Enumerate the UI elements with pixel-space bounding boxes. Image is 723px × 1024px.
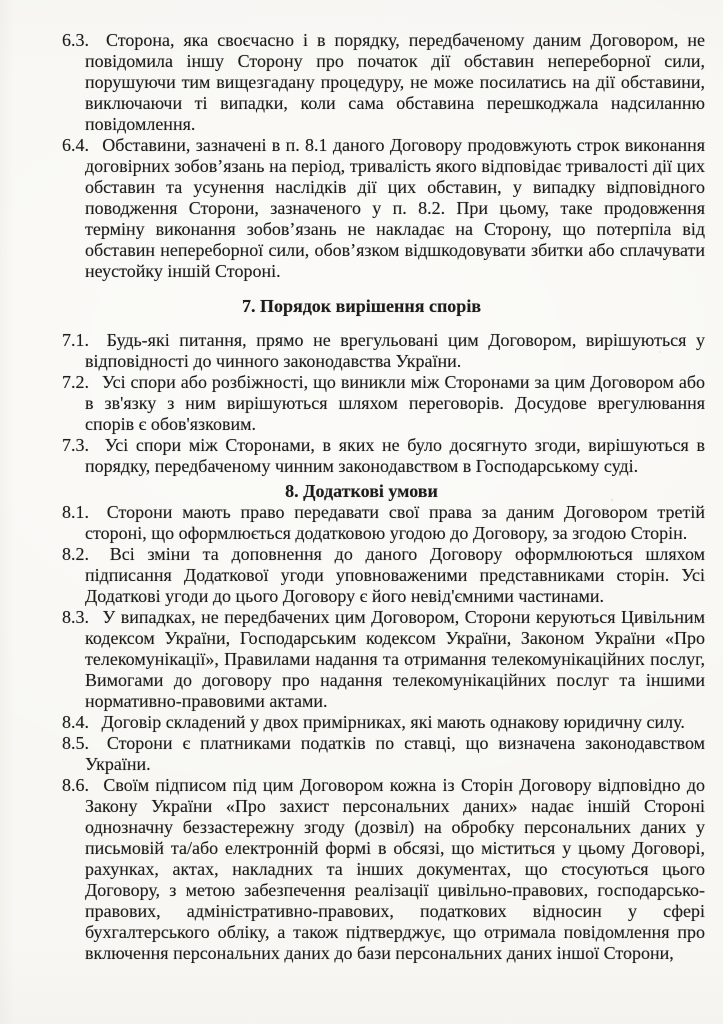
- clause-text: У випадках, не передбачених цим Договором, Сторони керуються Цивільним кодексом України, Господарським кодексом України, Законом України «Про телекомунікації», Правилами надання та отримання телекомунікаційних послуг, Вимогами до договору про надання телекомунікаційних послуг та іншими нормативно-правовими актами.: [85, 607, 706, 711]
- clause-7-2: [62, 372, 705, 435]
- section-8-heading: 8. Додаткові умови: [285, 481, 438, 501]
- clause-text: Сторони є платниками податків по ставці, що визначена законодавством України.: [85, 733, 706, 774]
- clause-text: Будь-які питання, прямо не врегульовані цим Договором, вирішуються у відповідності до чинного законодавства України.: [85, 330, 705, 371]
- clause-text: Своїм підписом під цим Договором кожна із Сторін Договору відповідно до Закону України «Про захист персональних даних» надає іншій Стороні однозначну беззастережну згоду (дозвіл) на обробку персональних даних у письмовій та/або електронній формі в обсязі, що міститься у цьому Договорі, рахунках, актах, накладних та інших документах, що стосуються цього Договору, з метою забезпечення реалізації цивільно-правових, господарсько-правових, адміністративно-правових, податкових відносин у сфері бухгалтерського обліку, а також підтверджує, що отримала повідомлення про включення персональних даних до бази персональних даних іншої Сторони,: [85, 775, 705, 963]
- clause-8-5: [62, 733, 705, 775]
- clause-6-4: [62, 135, 705, 282]
- clause-8-6: [62, 775, 705, 964]
- clause-number: 8.2.: [62, 544, 89, 564]
- clause-number: 6.4.: [62, 135, 89, 155]
- clause-8-3: [62, 607, 705, 712]
- clause-8-4: [62, 712, 705, 733]
- clause-text: Договір складений у двох примірниках, які мають однакову юридичну силу.: [101, 712, 685, 732]
- clause-number: 7.2.: [62, 372, 89, 392]
- clause-text: Сторони мають право передавати свої права за даним Договором третій стороні, що оформлюється додатковою угодою до Договору, за згодою Сторін.: [85, 502, 705, 543]
- clause-7-1: [62, 330, 705, 372]
- clause-text: Всі зміни та доповнення до даного Договору оформлюються шляхом підписання Додаткової угоди уповноваженими представниками сторін. Усі Додаткові угоди до цього Договору є його невід'ємними частинами.: [85, 544, 706, 606]
- clause-number: 8.1.: [62, 502, 89, 522]
- clause-number: 7.3.: [62, 435, 89, 455]
- clause-6-3: [62, 30, 705, 135]
- clause-8-2: [62, 544, 705, 607]
- clause-text: Обставини, зазначені в п. 8.1 даного Договору продовжують строк виконання договірних зобов’язань на період, тривалість якого відповідає тривалості дії цих обставин та усунення наслідків дії цих обставин, у випадку відповідного поводження Сторони, зазначеного у п. 8.2. При цьому, таке продовження терміну виконання зобов’язань не накладає на Сторону, що потерпіла від обставин непереборної сили, обов’язком відшкодовувати збитки або сплачувати неустойку іншій Стороні.: [85, 135, 705, 281]
- clause-8-1: [62, 502, 705, 544]
- clause-text: Усі спори або розбіжності, що виникли між Сторонами за цим Договором або в зв'язку з ним вирішуються шляхом переговорів. Досудове врегулювання спорів є обов'язковим.: [85, 372, 706, 434]
- section-7-heading: 7. Порядок вирішення спорів: [241, 296, 482, 316]
- clause-number: 8.6.: [62, 775, 89, 795]
- clause-text: Усі спори між Сторонами, в яких не було досягнуто згоди, вирішуються в порядку, передбаченому чинним законодавством в Господарському суді.: [85, 435, 705, 476]
- clause-7-3: [62, 435, 705, 477]
- clause-text: Сторона, яка своєчасно і в порядку, передбаченому даним Договором, не повідомила іншу Сторону про початок дії обставин непереборної сили, порушуючи тим вищезгадану процедуру, не може посилатись на дії обставини, виключаючи ті випадки, коли сама обставина перешкоджала надсиланню повідомлення.: [85, 30, 705, 134]
- clause-number: 8.5.: [62, 733, 89, 753]
- clause-number: 8.3.: [62, 607, 89, 627]
- clause-number: 8.4.: [62, 712, 89, 732]
- clause-number: 7.1.: [62, 330, 89, 350]
- contract-text-block: [62, 30, 705, 964]
- clause-number: 6.3.: [62, 30, 89, 50]
